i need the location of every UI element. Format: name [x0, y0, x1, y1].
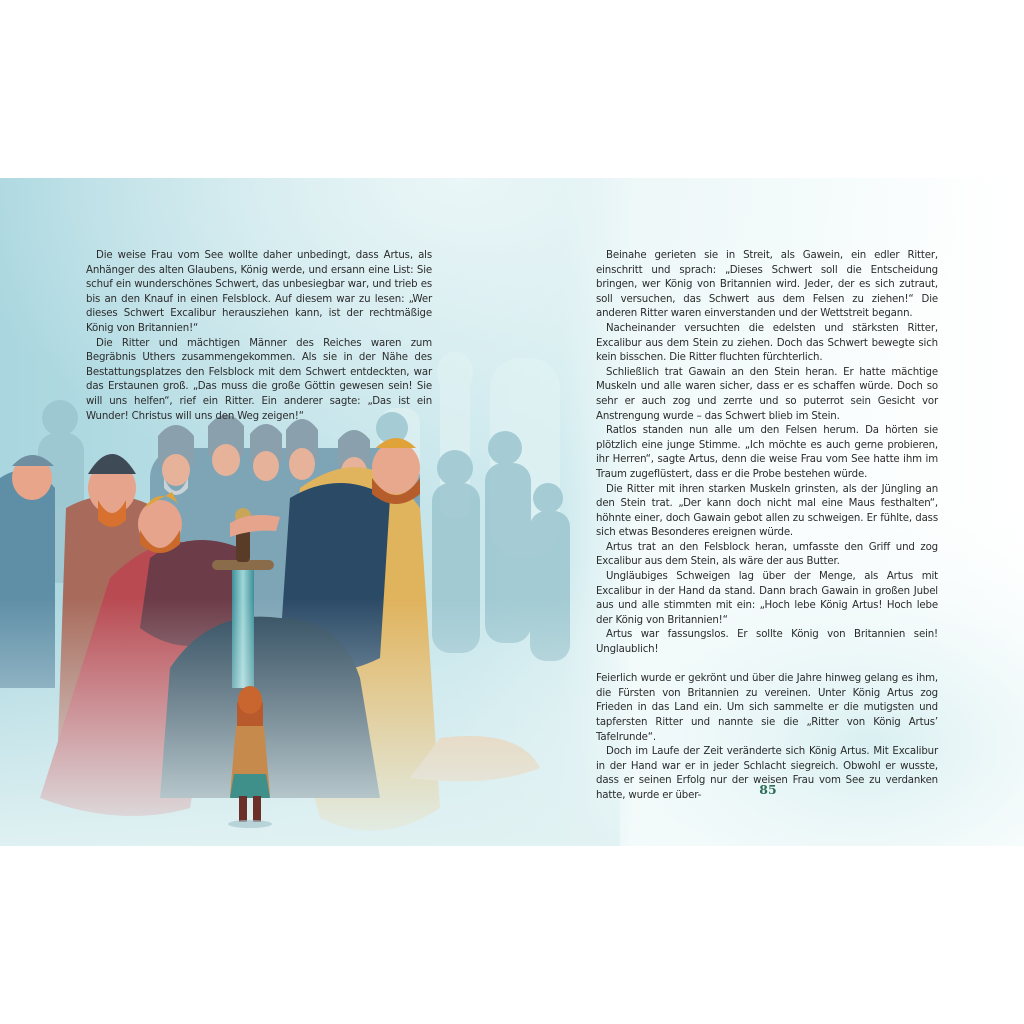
- right-paragraph: Doch im Laufe der Zeit veränderte sich König Artus. Mit Excalibur in der Hand war er in jeder Schlacht siegreich. Obwohl er wusste, dass er seinen Erfolg nur der weisen Frau vom See zu verdanken hatte, wurde er über-: [596, 746, 938, 801]
- right-paragraph: Artus trat an den Felsblock heran, umfasste den Griff und zog Excalibur aus dem Stein, als wäre der aus Butter.: [596, 541, 938, 568]
- left-paragraph: Die Ritter und mächtigen Männer des Reiches waren zum Begräbnis Uthers zusammengekommen. Als sie in der Nähe des Bestattungsplatzes den Felsblock mit dem Schwert entdeckten, war das Erstaunen groß. „Das muss die große Göttin gewesen sein! Sie will uns helfen“, rief ein Ritter. Ein anderer sagte: „Das ist ein Wunder! Christus will uns den Weg zeigen!“: [86, 337, 432, 422]
- right-paragraph: Schließlich trat Gawain an den Stein heran. Er hatte mächtige Muskeln und alle waren sicher, dass er es schaffen würde. Doch so sehr er auch zog und zerrte und so puterrot sein Gesicht vor Anstrengung wurde – das Schwert blieb im Stein.: [596, 366, 938, 422]
- right-paragraph: Artus war fassungslos. Er sollte König von Britannien sein! Unglaublich!: [596, 629, 938, 656]
- left-paragraph: Die weise Frau vom See wollte daher unbedingt, dass Artus, als Anhänger des alten Glaubens, König werde, und ersann eine List: Sie schuf ein wunderschönes Schwert, das unbesiegbar war, und trieb es bis an den Knauf in einen Felsblock. Auf diesem war zu lesen: „Wer dieses Schwert Excalibur herausziehen kann, ist der rechtmäßige König von Britannien!“: [86, 250, 432, 334]
- right-page-text: [596, 249, 938, 804]
- right-paragraph: Beinahe gerieten sie in Streit, als Gawein, ein edler Ritter, einschritt und sprach: „Dieses Schwert soll die Entscheidung bringen, wer König von Britannien wird. Jeder, der es sich zutraut, soll versuchen, das Schwert aus dem Felsen zu ziehen!“ Die anderen Ritter waren einverstanden und der Wettstreit begann.: [596, 250, 938, 320]
- right-paragraph: Feierlich wurde er gekrönt und über die Jahre hinweg gelang es ihm, die Fürsten von Britannien zu vereinen. Unter König Artus zog Frieden in das Land ein. Um sich sammelte er die mutigsten und tapfersten Ritter und nannte sie die „Ritter von König Artus’ Tafelrunde“.: [596, 673, 938, 743]
- book-spread: [0, 178, 1024, 846]
- left-page-text: [86, 249, 432, 424]
- page-number: 85: [759, 782, 777, 797]
- right-paragraph: Nacheinander versuchten die edelsten und stärksten Ritter, Excalibur aus dem Stein zu ziehen. Doch das Schwert bewegte sich kein bisschen. Die Ritter fluchten fürchterlich.: [596, 322, 938, 364]
- right-paragraph: Ratlos standen nun alle um den Felsen herum. Da hörten sie plötzlich eine junge Stimme. „Ich möchte es auch gerne probieren, ihr Herren“, sagte Artus, denn die weise Frau vom See hatte ihm im Traum zugeflüstert, dass er die Probe bestehen würde.: [596, 425, 938, 480]
- right-paragraph: Ungläubiges Schweigen lag über der Menge, als Artus mit Excalibur in der Hand da stand. Dann brach Gawain in großen Jubel aus und alle stimmten mit ein: „Hoch lebe König Artus! Hoch lebe der König von Britannien!“: [596, 571, 938, 626]
- right-paragraph: Die Ritter mit ihren starken Muskeln grinsten, als der Jüngling an den Stein trat. „Der kann doch nicht mal eine Maus festhalten“, höhnte einer, doch Gawain gebot allen zu schweigen. Er fühlte, dass sich etwas Besonderes ereignen würde.: [596, 483, 938, 539]
